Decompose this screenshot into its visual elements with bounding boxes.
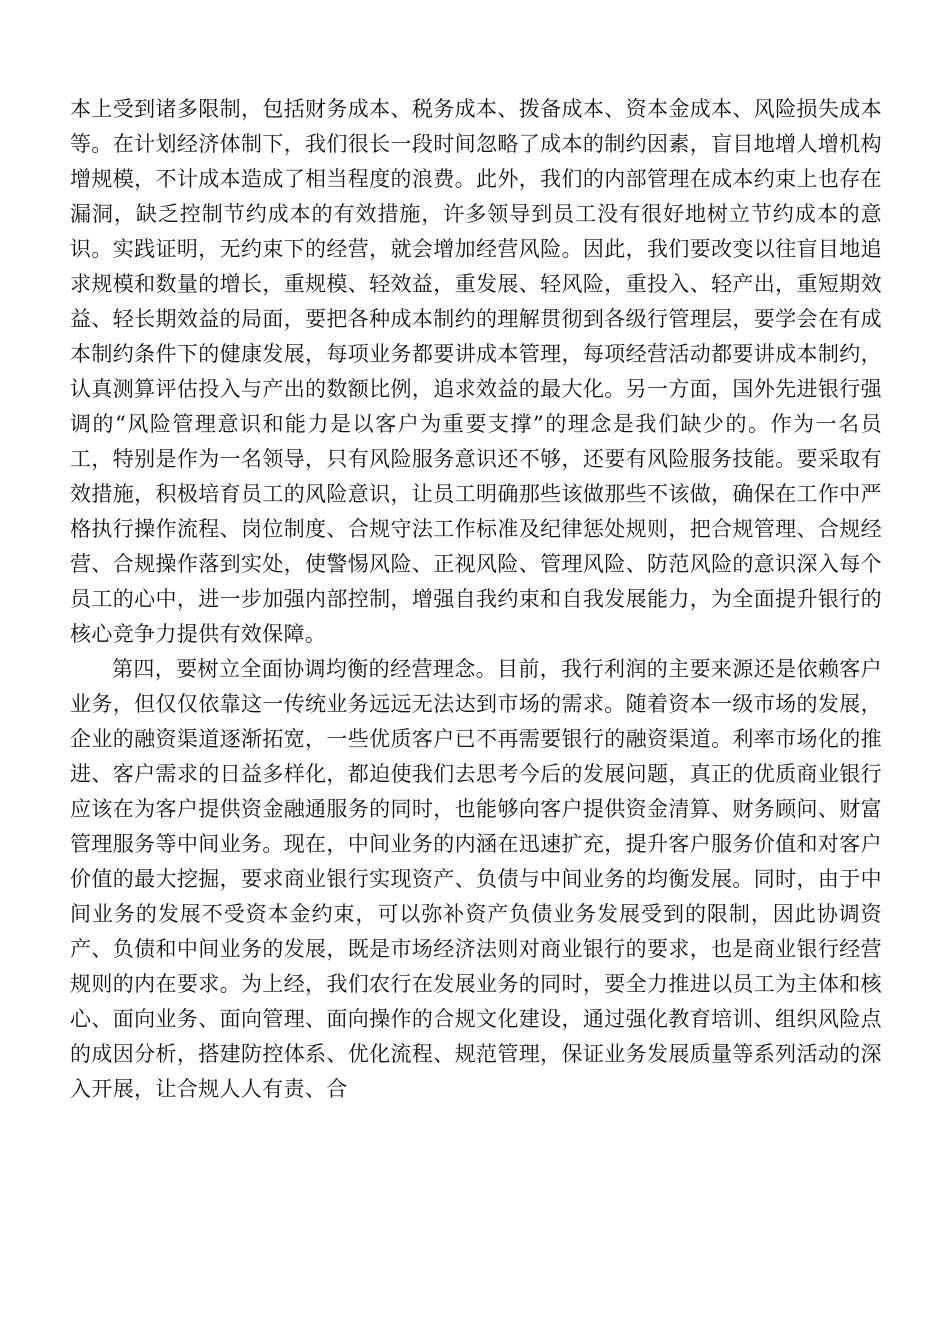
paragraph-fourth-point: 第四，要树立全面协调均衡的经营理念。目前，我行利润的主要来源还是依赖客户业务，但仅仅依靠这一传统业务远远无法达到市场的需求。随着资本一级市场的发展，企业的融资渠道逐渐拓宽，一些优质客户已不再需要银行的融资渠道。利率市场化的推进、客户需求的日益多样化，都迫使我们去思考今后的发展问题，真正的优质商业银行应该在为客户提供资金融通服务的同时，也能够向客户提供资金清算、财务顾问、财富管理服务等中间业务。现在，中间业务的内涵在迅速扩充，提升客户服务价值和对客户价值的最大挖掘，要求商业银行实现资产、负债与中间业务的均衡发展。同时，由于中间业务的发展不受资本金约束，可以弥补资产负债业务发展受到的限制，因此协调资产、负债和中间业务的发展，既是市场经济法则对商业银行的要求，也是商业银行经营规则的内在要求。为上经，我们农行在发展业务的同时，要全力推进以员工为主体和核心、面向业务、面向管理、面向操作的合规文化建设，通过强化教育培训、组织风险点的成因分析，搭建防控体系、优化流程、规范管理，保证业务发展质量等系列活动的深入开展，让合规人人有责、合 bbox=[70, 657, 882, 1101]
paragraph-continuation: 本上受到诸多限制，包括财务成本、税务成本、拨备成本、资本金成本、风险损失成本等。在计划经济体制下，我们很长一段时间忽略了成本的制约因素，盲目地增人增机构增规模，不计成本造成了相当程度的浪费。此外，我们的内部管理在成本约束上也存在漏洞，缺乏控制节约成本的有效措施，许多领导到员工没有很好地树立节约成本的意识。实践证明，无约束下的经营，就会增加经营风险。因此，我们要改变以往盲目地追求规模和数量的增长，重规模、轻效益，重发展、轻风险，重投入、轻产出，重短期效益、轻长期效益的局面，要把各种成本制约的理解贯彻到各级行管理层，要学会在有成本制约条件下的健康发展，每项业务都要讲成本管理，每项经营活动都要讲成本制约，认真测算评估投入与产出的数额比例，追求效益的最大化。另一方面，国外先进银行强调的“风险管理意识和能力是以客户为重要支撑”的理念是我们缺少的。作为一名员工，特别是作为一名领导，只有风险服务意识还不够，还要有风险服务技能。要采取有效措施，积极培育员工的风险意识，让员工明确那些该做那些不该做，确保在工作中严格执行操作流程、岗位制度、合规守法工作标准及纪律惩处规则，把合规管理、合规经营、合规操作落到实处，使警惕风险、正视风险、管理风险、防范风险的意识深入每个员工的心中，进一步加强内部控制，增强自我约束和自我发展能力，为全面提升银行的核心竞争力提供有效保障。 bbox=[70, 97, 882, 646]
document-body bbox=[70, 92, 882, 1107]
